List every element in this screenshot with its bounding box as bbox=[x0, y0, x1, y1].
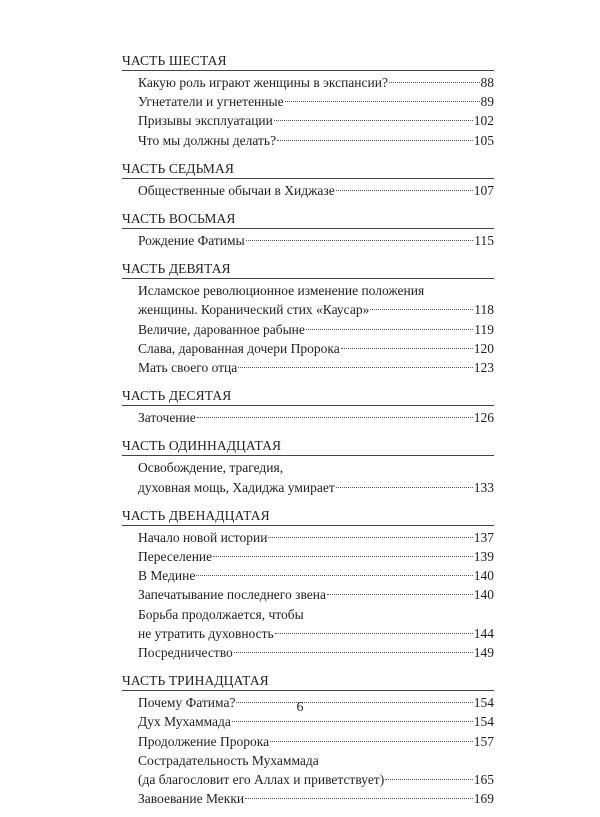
part-title: ЧАСТЬ ВОСЬМАЯ bbox=[122, 211, 236, 227]
dot-leader bbox=[196, 575, 472, 576]
dot-leader bbox=[275, 633, 473, 634]
part-title: ЧАСТЬ ТРИНАДЦАТАЯ bbox=[122, 673, 269, 689]
dot-leader bbox=[389, 82, 480, 83]
dot-leader bbox=[197, 417, 473, 418]
entry-row bbox=[138, 111, 494, 130]
entry-row bbox=[138, 566, 494, 585]
entry-page-number: 102 bbox=[473, 113, 494, 129]
entry-row bbox=[138, 789, 494, 808]
part-heading-rule bbox=[122, 209, 494, 229]
entry-row bbox=[138, 300, 494, 319]
entry-page-number: 137 bbox=[473, 529, 494, 545]
dot-leader bbox=[341, 348, 473, 349]
toc-entry[interactable] bbox=[138, 528, 494, 547]
entry-title: женщины. Коранический стих «Каусар» bbox=[138, 302, 370, 318]
entry-page-number: 144 bbox=[473, 625, 494, 641]
entry-row bbox=[138, 231, 494, 250]
part-title: ЧАСТЬ ОДИННАДЦАТАЯ bbox=[122, 438, 282, 454]
toc-entry[interactable] bbox=[138, 605, 494, 643]
entry-title: Мать своего отца bbox=[138, 360, 238, 376]
entry-title-line: Борьба продолжается, чтобы bbox=[138, 606, 304, 622]
dot-leader bbox=[238, 367, 472, 368]
entry-page-number: 105 bbox=[473, 132, 494, 148]
entry-title: Общественные обычаи в Хиджазе bbox=[138, 182, 335, 198]
dot-leader bbox=[306, 329, 473, 330]
part-heading-rule bbox=[122, 671, 494, 691]
entry-row bbox=[138, 181, 494, 200]
entry-title: Рождение Фатимы bbox=[138, 233, 245, 249]
page-number: 6 bbox=[296, 700, 304, 715]
entry-page-number: 149 bbox=[473, 645, 494, 661]
entry-row bbox=[138, 528, 494, 547]
entry-page-number: 154 bbox=[473, 714, 494, 730]
entry-title-line: Освобождение, трагедия, bbox=[138, 460, 284, 476]
dot-leader bbox=[234, 652, 473, 653]
dot-leader bbox=[336, 190, 473, 191]
toc-part bbox=[122, 671, 494, 808]
entry-title: В Медине bbox=[138, 568, 196, 584]
dot-leader bbox=[370, 309, 473, 310]
entry-page-number: 169 bbox=[473, 791, 494, 807]
entry-title: Посредничество bbox=[138, 645, 233, 661]
part-title: ЧАСТЬ СЕДЬМАЯ bbox=[122, 160, 234, 176]
entry-row bbox=[138, 732, 494, 751]
entry-page-number: 120 bbox=[473, 340, 494, 356]
toc-entry[interactable] bbox=[138, 789, 494, 808]
entry-row bbox=[138, 408, 494, 427]
entry-row bbox=[138, 92, 494, 111]
entry-row bbox=[138, 320, 494, 339]
entry-title: Какую роль играют женщины в экспансии? bbox=[138, 75, 388, 90]
toc-entry[interactable] bbox=[138, 751, 494, 789]
part-title: ЧАСТЬ ДЕСЯТАЯ bbox=[122, 388, 232, 404]
part-heading-rule bbox=[122, 386, 494, 406]
toc-entry[interactable] bbox=[138, 281, 494, 319]
toc-entry[interactable] bbox=[138, 111, 494, 130]
toc-part bbox=[122, 506, 494, 662]
toc-entry[interactable] bbox=[138, 458, 494, 496]
entry-page-number: 126 bbox=[473, 410, 494, 426]
entry-title: Дух Мухаммада bbox=[138, 714, 231, 730]
entry-page-number: 89 bbox=[480, 94, 494, 110]
entry-row bbox=[138, 547, 494, 566]
toc-entry[interactable] bbox=[138, 131, 494, 150]
toc-part bbox=[122, 436, 494, 496]
dot-leader bbox=[277, 140, 473, 141]
entry-page-number: 118 bbox=[474, 302, 494, 318]
dot-leader bbox=[385, 779, 473, 780]
dot-leader bbox=[232, 721, 473, 722]
toc-entry[interactable] bbox=[138, 339, 494, 358]
dot-leader bbox=[336, 487, 473, 488]
entry-page-number: 140 bbox=[473, 587, 494, 603]
toc-entry[interactable] bbox=[138, 408, 494, 427]
entry-page-number: 107 bbox=[473, 182, 494, 198]
toc-entry[interactable] bbox=[138, 585, 494, 604]
part-title: ЧАСТЬ ДВЕНАДЦАТАЯ bbox=[122, 507, 270, 523]
entry-page-number: 140 bbox=[473, 568, 494, 584]
entry-title: Начало новой истории bbox=[138, 529, 268, 545]
entry-title: Завоевание Мекки bbox=[138, 791, 245, 807]
toc-entry[interactable] bbox=[138, 320, 494, 339]
entry-title: Запечатывание последнего звена bbox=[138, 587, 326, 603]
entry-title: Заточение bbox=[138, 410, 196, 426]
entry-page-number: 157 bbox=[473, 733, 494, 749]
entry-title: Продолжение Пророка bbox=[138, 733, 270, 749]
entry-row bbox=[138, 770, 494, 789]
entry-page-number: 139 bbox=[473, 549, 494, 565]
dot-leader bbox=[327, 594, 473, 595]
part-heading-rule bbox=[122, 259, 494, 279]
entry-page-number: 88 bbox=[480, 75, 494, 90]
entry-page-number: 154 bbox=[473, 695, 494, 711]
dot-leader bbox=[270, 741, 473, 742]
entry-row bbox=[138, 131, 494, 150]
toc-part bbox=[122, 259, 494, 377]
dot-leader bbox=[246, 240, 474, 241]
toc-entry[interactable] bbox=[138, 732, 494, 751]
entry-page-number: 115 bbox=[474, 233, 494, 249]
part-heading-rule bbox=[122, 506, 494, 526]
entry-row bbox=[138, 478, 494, 497]
entry-row bbox=[138, 339, 494, 358]
toc-entry[interactable] bbox=[138, 231, 494, 250]
entry-title: Слава, дарованная дочери Пророка bbox=[138, 340, 340, 356]
toc-entry[interactable] bbox=[138, 358, 494, 377]
part-heading-rule bbox=[122, 436, 494, 456]
entry-title: Величие, дарованное рабыне bbox=[138, 321, 305, 337]
entry-title: не утратить духовность bbox=[138, 625, 274, 641]
toc-entry[interactable] bbox=[138, 643, 494, 662]
entry-row bbox=[138, 585, 494, 604]
entry-title-line: Сострадательность Мухаммада bbox=[138, 752, 319, 768]
entry-title: Что мы должны делать? bbox=[138, 132, 277, 148]
entry-title: Призывы эксплуатации bbox=[138, 113, 273, 129]
toc-entry[interactable] bbox=[138, 73, 494, 92]
toc-part bbox=[122, 386, 494, 427]
entry-page-number: 119 bbox=[474, 321, 494, 337]
entry-page-number: 123 bbox=[473, 360, 494, 376]
entry-title-line: Исламское революционное изменение положения bbox=[138, 283, 425, 299]
entry-title: Почему Фатима? bbox=[138, 695, 236, 711]
dot-leader bbox=[268, 537, 472, 538]
entry-page-number: 133 bbox=[473, 479, 494, 495]
part-title: ЧАСТЬ ДЕВЯТАЯ bbox=[122, 261, 231, 277]
toc-entry[interactable] bbox=[138, 181, 494, 200]
entry-title: Угнетатели и угнетенные bbox=[138, 94, 284, 110]
dot-leader bbox=[245, 798, 473, 799]
dot-leader bbox=[213, 556, 473, 557]
toc-entry[interactable] bbox=[138, 566, 494, 585]
entry-row bbox=[138, 624, 494, 643]
entry-title: духовная мощь, Хадиджа умирает bbox=[138, 479, 335, 495]
toc-part bbox=[122, 159, 494, 200]
part-heading-rule bbox=[122, 159, 494, 179]
toc-entry[interactable] bbox=[138, 547, 494, 566]
entry-row bbox=[138, 73, 494, 92]
entry-page-number: 165 bbox=[473, 772, 494, 788]
entry-title: (да благословит его Аллах и приветствует) bbox=[138, 772, 385, 788]
entry-row bbox=[138, 358, 494, 377]
part-title: ЧАСТЬ ШЕСТАЯ bbox=[122, 53, 227, 68]
part-heading-rule bbox=[122, 51, 494, 71]
dot-leader bbox=[285, 101, 480, 102]
toc-entry[interactable] bbox=[138, 92, 494, 111]
toc-part bbox=[122, 51, 494, 150]
toc-part bbox=[122, 209, 494, 250]
entry-title: Переселение bbox=[138, 549, 213, 565]
dot-leader bbox=[274, 120, 473, 121]
entry-row bbox=[138, 643, 494, 662]
